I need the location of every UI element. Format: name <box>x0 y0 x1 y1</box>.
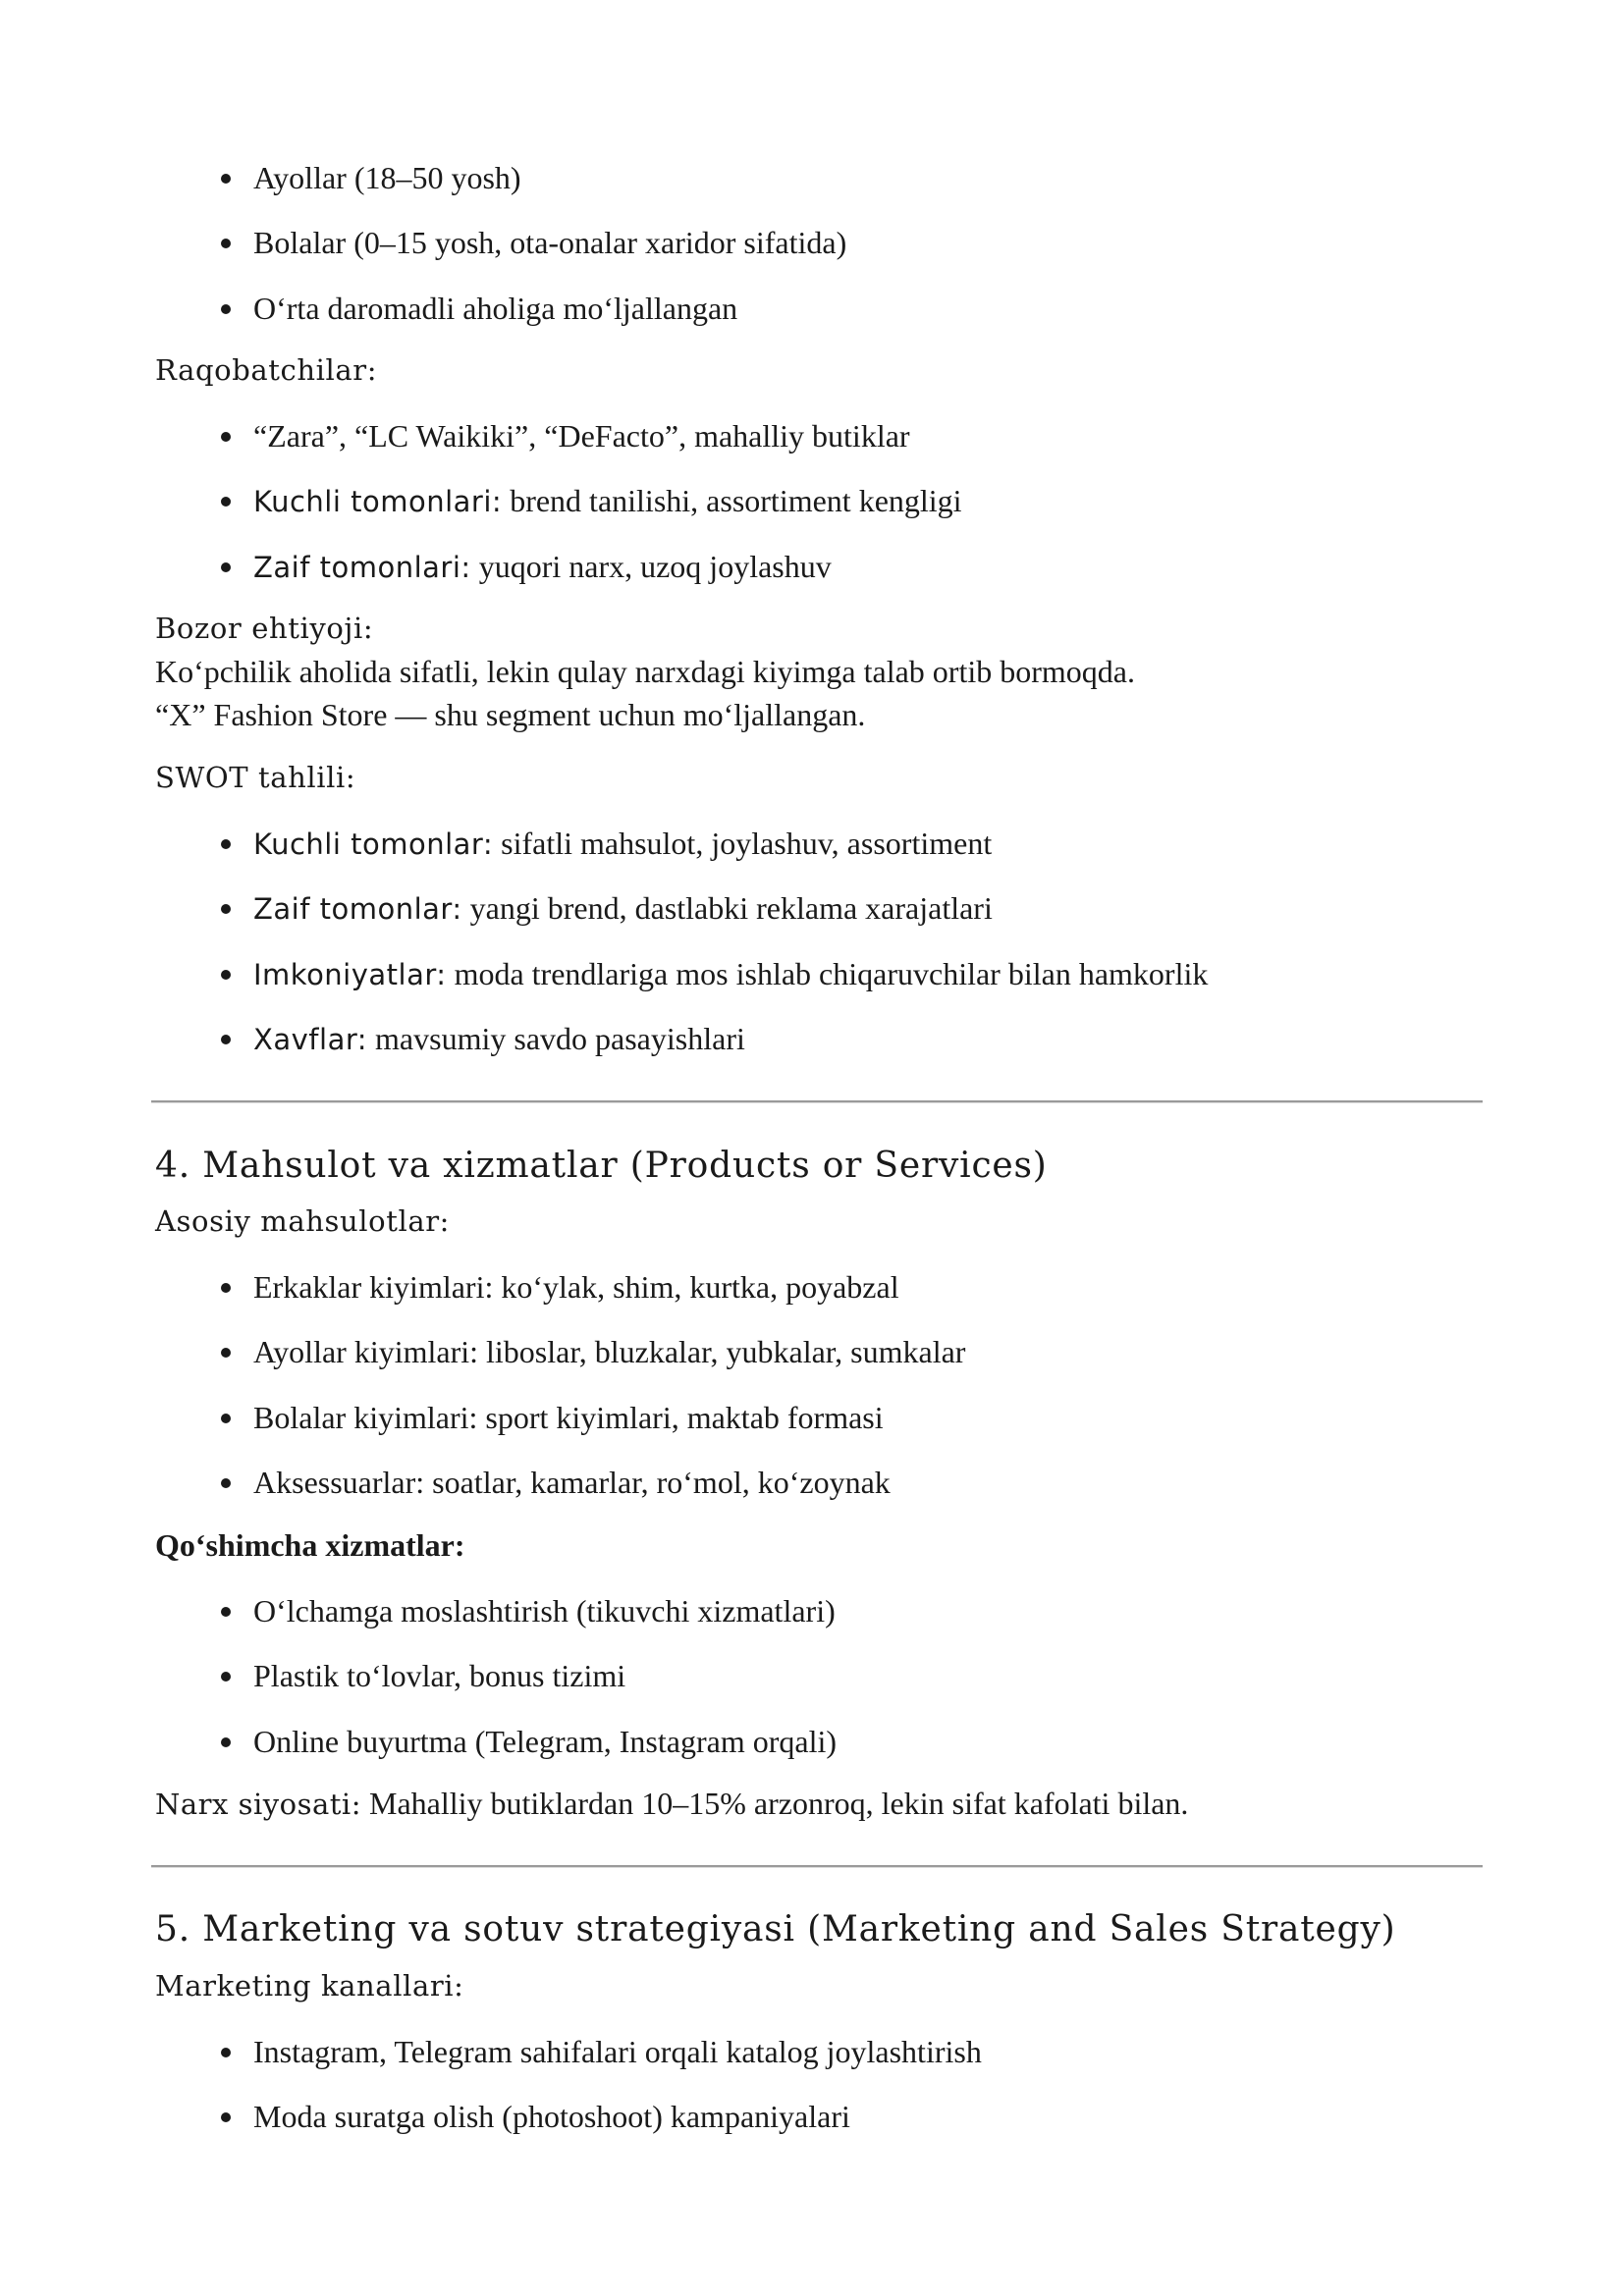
item-text: moda trendlariga mos ishlab chiqaruvchilar bilan hamkorlik <box>446 956 1209 991</box>
item-label: Xavflar: <box>253 1023 368 1056</box>
list-item: Ayollar kiyimlari: liboslar, bluzkalar, yubkalar, sumkalar <box>253 1334 966 1369</box>
item-label: Imkoniyatlar: <box>253 958 447 991</box>
list-item: O‘lchamga moslashtirish (tikuvchi xizmatlari) <box>253 1593 836 1629</box>
list-item: Plastik to‘lovlar, bonus tizimi <box>253 1658 626 1693</box>
item-text: yuqori narx, uzoq joylashuv <box>470 549 832 584</box>
list-item <box>253 481 962 521</box>
pricing-text: Mahalliy butiklardan 10–15% arzonroq, lekin sifat kafolati bilan. <box>360 1786 1189 1821</box>
list-item <box>253 547 832 587</box>
pricing-label: Narx siyosati: <box>155 1788 361 1821</box>
marketing-channels-heading: Marketing kanallari: <box>155 1969 464 2002</box>
item-label: Zaif tomonlar: <box>253 892 462 926</box>
list-item: Bolalar (0–15 yosh, ota-onalar xaridor sifatida) <box>253 225 847 260</box>
item-text: mavsumiy savdo pasayishlari <box>367 1021 745 1056</box>
list-item: “Zara”, “LC Waikiki”, “DeFacto”, mahalliy butiklar <box>253 418 910 454</box>
list-item: Moda suratga olish (photoshoot) kampaniyalari <box>253 2099 850 2134</box>
list-item <box>253 824 992 864</box>
pricing-policy <box>155 1784 1188 1824</box>
list-item: Instagram, Telegram sahifalari orqali katalog joylashtirish <box>253 2034 982 2069</box>
list-item <box>253 954 1208 994</box>
section-divider <box>151 1100 1483 1103</box>
section-title: 4. Mahsulot va xizmatlar (Products or Services) <box>155 1146 1048 1186</box>
competitors-heading: Raqobatchilar: <box>155 353 378 387</box>
item-text: yangi brend, dastlabki reklama xarajatlari <box>461 890 993 926</box>
item-label: Zaif tomonlari: <box>253 551 471 584</box>
swot-heading: SWOT tahlili: <box>155 761 356 794</box>
item-label: Kuchli tomonlari: <box>253 485 503 518</box>
item-text: brend tanilishi, assortiment kengligi <box>502 483 962 518</box>
main-products-heading: Asosiy mahsulotlar: <box>155 1204 451 1238</box>
item-text: sifatli mahsulot, joylashuv, assortiment <box>493 826 993 861</box>
list-item: Online buyurtma (Telegram, Instagram orqali) <box>253 1724 837 1759</box>
list-item: Erkaklar kiyimlari: ko‘ylak, shim, kurtka, poyabzal <box>253 1269 899 1305</box>
list-item: Ayollar (18–50 yosh) <box>253 160 521 195</box>
list-item: Bolalar kiyimlari: sport kiyimlari, maktab formasi <box>253 1400 884 1435</box>
extra-services-heading: Qo‘shimcha xizmatlar: <box>155 1527 465 1563</box>
item-label: Kuchli tomonlar: <box>253 828 494 861</box>
list-item <box>253 1019 745 1059</box>
section-title: 5. Marketing va sotuv strategiyasi (Marketing and Sales Strategy) <box>155 1909 1396 1949</box>
market-need-line: “X” Fashion Store — shu segment uchun mo‘ljallangan. <box>155 697 866 732</box>
market-need-line: Ko‘pchilik aholida sifatli, lekin qulay narxdagi kiyimga talab ortib bormoqda. <box>155 654 1135 689</box>
section-divider <box>151 1865 1483 1868</box>
market-need-heading: Bozor ehtiyoji: <box>155 612 374 645</box>
list-item: O‘rta daromadli aholiga mo‘ljallangan <box>253 291 738 326</box>
list-item: Aksessuarlar: soatlar, kamarlar, ro‘mol, ko‘zoynak <box>253 1465 891 1500</box>
list-item <box>253 888 993 929</box>
